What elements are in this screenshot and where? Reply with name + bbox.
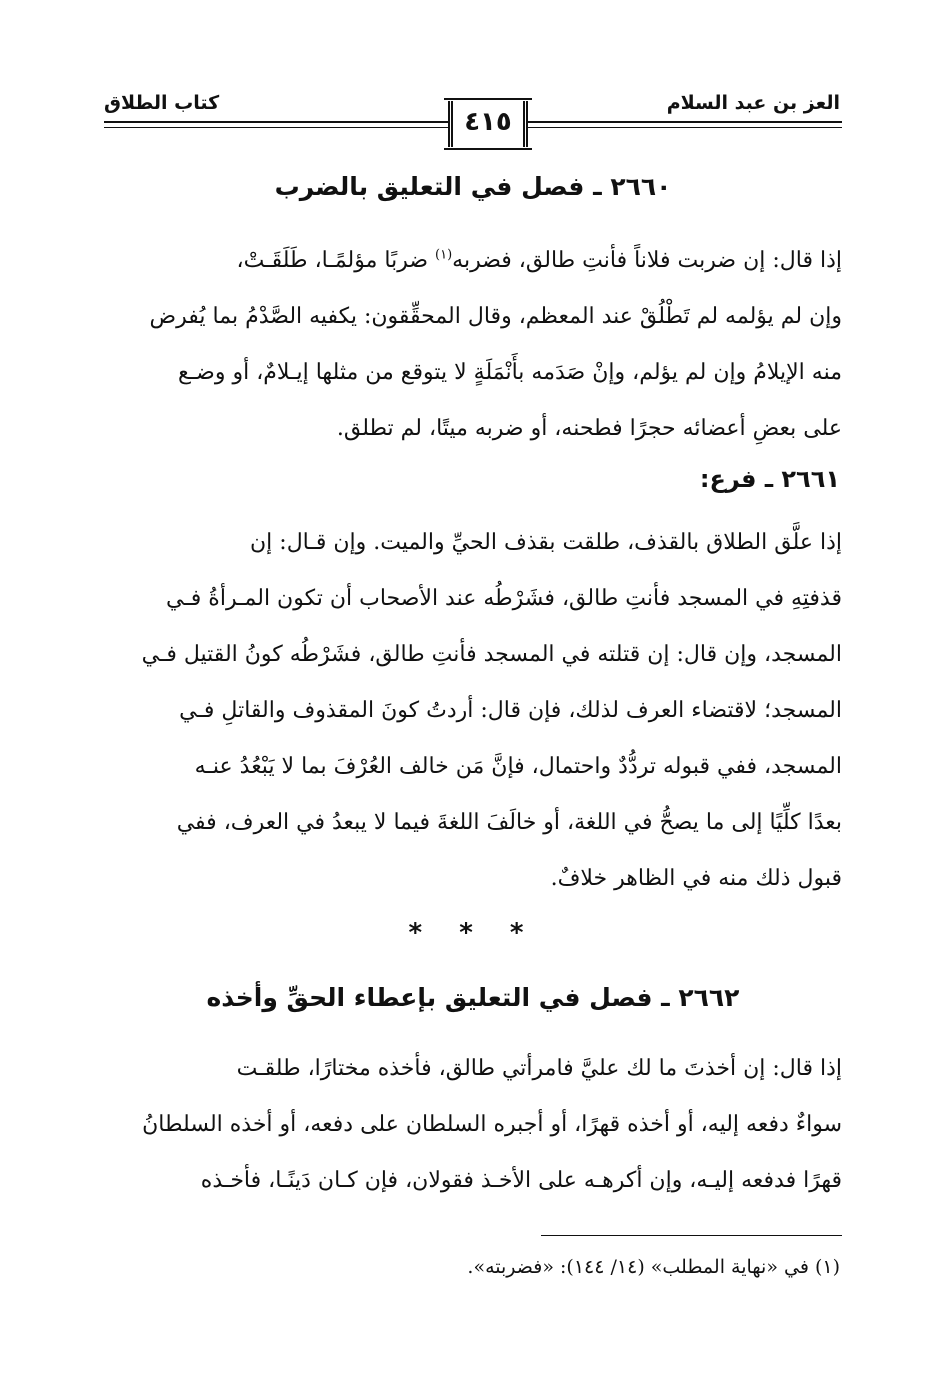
page-number: ٤١٥ [464, 107, 512, 137]
text-line: إذا قال: إن أخذتَ ما لك عليَّ فامرأتي طالق، فأخذه مختارًا، طلقـت [236, 1056, 842, 1081]
text-line: على بعضِ أعضائه حجرًا فطحنه، أو ضربه ميتًا، لم تطلق. [336, 416, 842, 441]
text-line: قهرًا فدفعه إليـه، وإن أكرهـه على الأخـذ فقولان، فإن كـان دَينًـا، فأخـذه [200, 1168, 842, 1193]
footnote: (١) في «نهاية المطلب» (١٤/ ١٤٤): «فضربته». [467, 1256, 840, 1278]
section-heading-2662: ٢٦٦٢ ـ فصل في التعليق بإعطاء الحقِّ وأخذه [206, 983, 740, 1012]
text-line: وإن لم يؤلمه لم تَطْلُقْ عند المعظم، وقال المحقِّقون: يكفيه الصَّدْمُ بما يُفرض [149, 304, 842, 329]
text-line: المسجد، وإن قال: إن قتلته في المسجد فأنتِ طالق، فشَرْطُه كونُ القتيل فـي [141, 642, 842, 667]
footnote-rule [541, 1235, 842, 1236]
section-2661-body [134, 515, 842, 907]
page-number-frame [448, 101, 528, 147]
text-line: سواءٌ دفعه إليه، أو أخذه قهرًا، أو أجبره السلطان على دفعه، أو أخذه السلطانُ [142, 1112, 842, 1137]
section-heading-2661: ٢٦٦١ ـ فرع: [699, 465, 840, 493]
section-separator: * * * [408, 918, 538, 948]
text-line: قبول ذلك منه في الظاهر خلافٌ. [550, 866, 842, 891]
text-line: إذا علَّق الطلاق بالقذف، طلقت بقذف الحيِّ والميت. وإن قـال: إن [250, 530, 842, 555]
running-head-book: كتاب الطلاق [104, 92, 220, 114]
running-head-author: العز بن عبد السلام [666, 92, 840, 114]
section-heading-2660: ٢٦٦٠ ـ فصل في التعليق بالضرب [274, 172, 672, 201]
text-line: المسجد، ففي قبوله تردُّدٌ واحتمال، فإنَّ مَن خالف العُرْفَ بما لا يَبْعُدُ عنـه [194, 754, 842, 779]
text-line: منه الإيلامُ وإن لم يؤلم، وإنْ صَدَمه بأَنْمَلَةٍ لا يتوقع من مثلها إيـلامٌ، أو وضـع [178, 360, 842, 385]
text-line: المسجد؛ لاقتضاء العرف لذلك، فإن قال: أردتُ كونَ المقذوف والقاتلِ فـي [179, 698, 842, 723]
section-2662-body [134, 1041, 842, 1209]
text-line: بعدًا كلِّيًا إلى ما يصحُّ في اللغة، أو خالَفَ اللغةَ فيما لا يبعدُ في العرف، ففي [176, 810, 842, 835]
text-line: قذفتِهِ في المسجد فأنتِ طالق، فشَرْطُه عند الأصحاب أن تكون المـرأةُ فـي [166, 586, 842, 611]
text-line: إذا قال: إن ضربت فلاناً فأنتِ طالق، فضربه$^{(١)}$ ضربًا مؤلمًـا، طَلَقَـتْ، [236, 247, 842, 273]
section-2660-body [134, 233, 842, 457]
